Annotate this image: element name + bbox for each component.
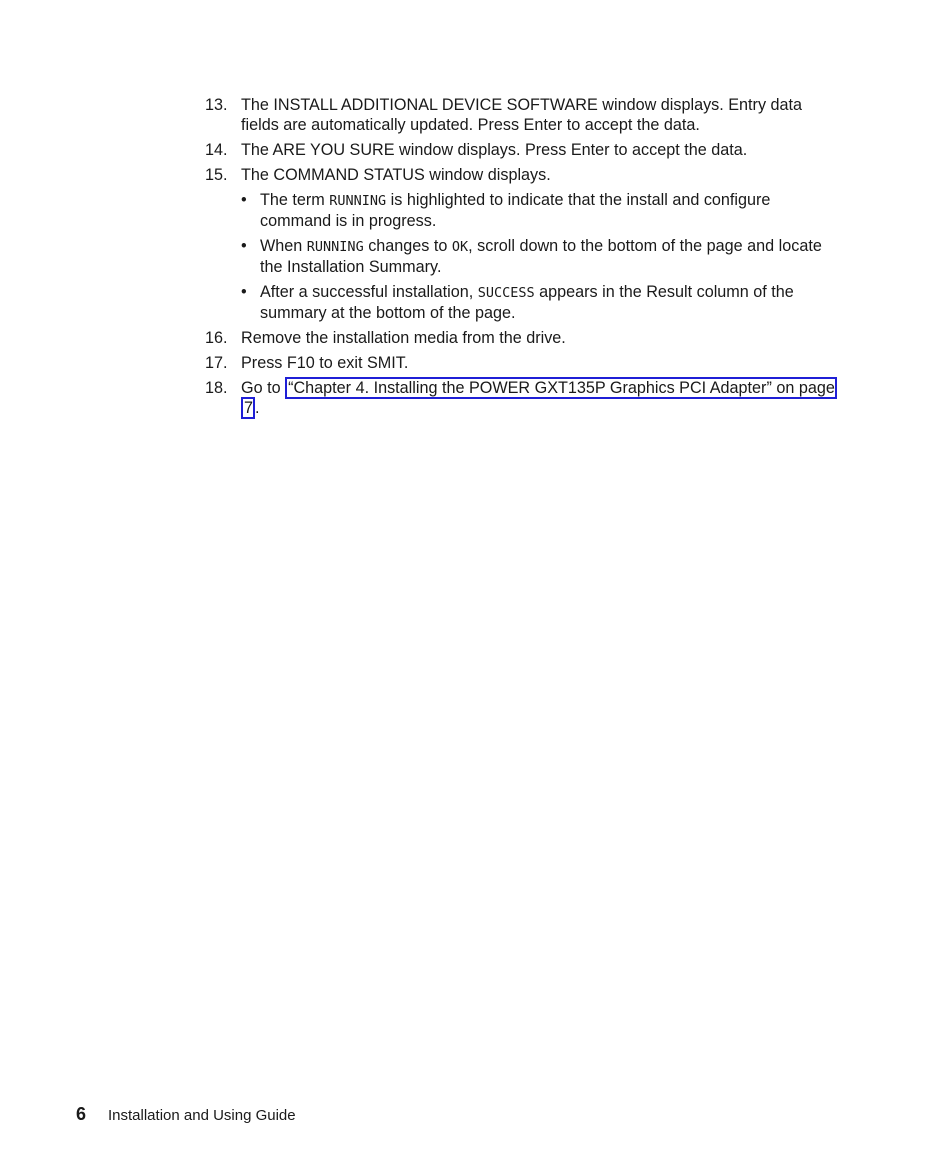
bullet-list [241,190,840,323]
step-text: The ARE YOU SURE window displays. Press Enter to accept the data. [241,141,748,159]
procedure-steps [200,95,840,423]
step-number: 15. [205,166,228,184]
step-13 [200,95,840,135]
step-number: 13. [205,96,228,114]
bullet-text: appears in the Result column of the summary at the bottom of the page. [260,283,794,322]
step-15 [200,165,840,323]
step-number: 18. [205,379,228,397]
step-text: The INSTALL ADDITIONAL DEVICE SOFTWARE window displays. Entry data fields are automatically updated. Press Enter to accept the data. [241,96,803,134]
bullet-item [241,282,840,323]
bullet-icon: • [241,283,247,301]
step-text: Go to [241,379,286,397]
code-term: RUNNING [329,193,387,209]
bullet-text: When [260,237,307,255]
bullet-text: The term [260,191,330,209]
code-term: SUCCESS [477,285,535,301]
step-16 [200,328,840,348]
step-text: Press F10 to exit SMIT. [241,354,409,372]
step-text: . [255,399,260,417]
bullet-item [241,190,840,231]
bullet-icon: • [241,237,247,255]
bullet-text: changes to [363,237,452,255]
bullet-icon: • [241,191,247,209]
bullet-text: is highlighted to indicate that the install and configure command is in progress. [260,191,771,230]
bullet-text: , scroll down to the bottom of the page and locate the Installation Summary. [260,237,822,276]
book-title: Installation and Using Guide [108,1107,296,1124]
step-number: 17. [205,354,228,372]
code-term: OK [451,239,469,255]
step-14 [200,140,840,160]
step-17 [200,353,840,373]
page-footer [76,1104,296,1125]
page-number: 6 [76,1104,87,1124]
code-term: RUNNING [306,239,364,255]
step-18 [200,378,840,418]
step-text: Remove the installation media from the drive. [241,329,566,347]
step-number: 16. [205,329,228,347]
step-number: 14. [205,141,228,159]
bullet-item [241,236,840,277]
chapter-4-link[interactable]: “Chapter 4. Installing the POWER GXT135P Graphics PCI Adapter” on page 7 [241,377,837,419]
step-text: The COMMAND STATUS window displays. [241,166,551,184]
bullet-text: After a successful installation, [260,283,478,301]
